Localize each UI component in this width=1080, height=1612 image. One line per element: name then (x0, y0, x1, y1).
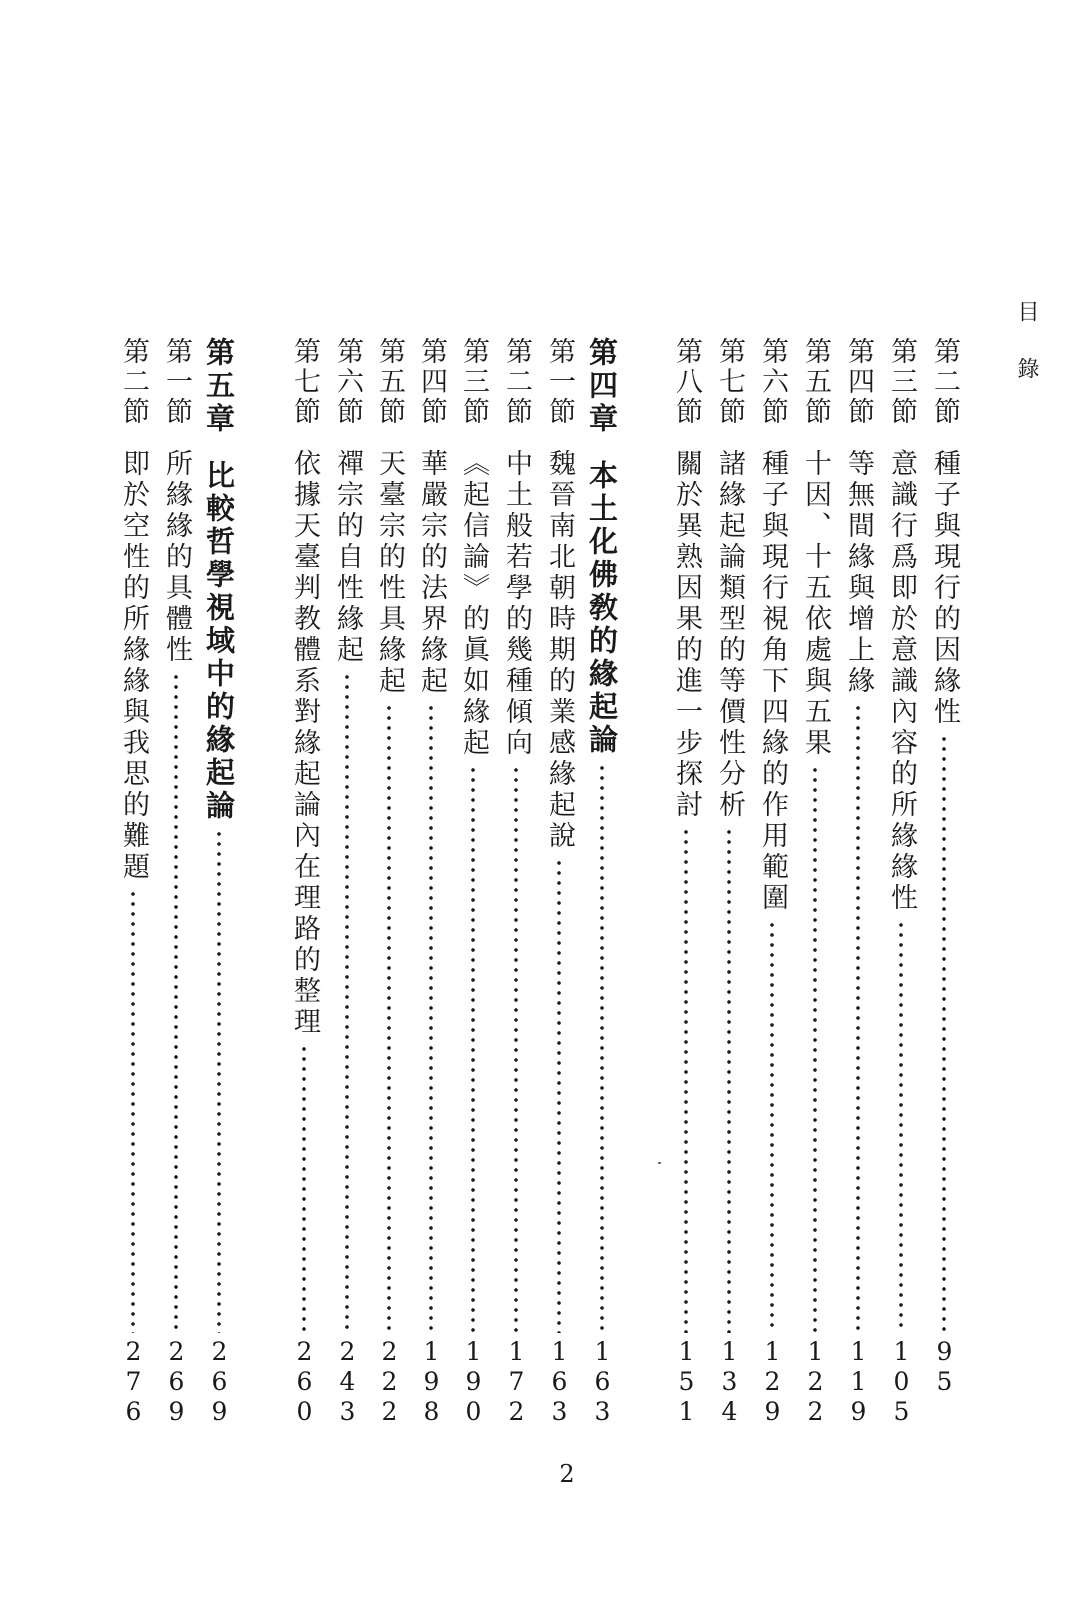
toc-entry[interactable] (330, 337, 364, 1447)
entry-page: 151 (672, 1337, 701, 1427)
toc-entry[interactable] (884, 337, 918, 1447)
dot-leader (345, 672, 349, 1333)
entry-page: 243 (333, 1337, 362, 1427)
entry-section: 第一節 (161, 337, 192, 427)
toc-entry[interactable] (287, 337, 321, 1447)
toc-entry[interactable] (755, 337, 789, 1447)
entry-label (927, 337, 961, 1337)
entry-title: 比較哲學視域中的緣起論 (202, 460, 236, 823)
toc-entry[interactable] (542, 337, 576, 1447)
entry-title: 種子與現行視角下四緣的作用範圍 (757, 449, 788, 914)
dot-leader (514, 765, 518, 1333)
dot-leader (899, 920, 903, 1333)
entry-page: 276 (119, 1337, 148, 1427)
entry-section: 第七節 (714, 337, 745, 427)
entry-section: 第四章 (585, 337, 619, 436)
entry-page: 269 (162, 1337, 191, 1427)
dot-leader (557, 858, 561, 1333)
toc-entry[interactable] (372, 337, 406, 1447)
dot-leader (471, 765, 475, 1333)
running-head: 目 錄 (1014, 300, 1039, 393)
entry-title: 天臺宗的性具緣起 (374, 449, 405, 697)
entry-title: 關於異熟因果的進一步探討 (671, 449, 702, 821)
entry-page: 190 (459, 1337, 488, 1427)
entry-page: 163 (545, 1337, 574, 1427)
dot-leader (429, 703, 433, 1333)
entry-section: 第二節 (118, 337, 149, 427)
entry-section: 第二節 (501, 337, 532, 427)
entry-label (669, 337, 703, 1337)
dot-leader (302, 1044, 306, 1333)
entry-page: 198 (417, 1337, 446, 1427)
entry-label (159, 337, 193, 1337)
entry-page: 122 (801, 1337, 830, 1427)
entry-label (456, 337, 490, 1337)
toc-entry[interactable] (712, 337, 746, 1447)
entry-page: 222 (375, 1337, 404, 1427)
entry-section: 第四節 (843, 337, 874, 427)
entry-title: 即於空性的所緣緣與我思的難題 (118, 449, 149, 883)
table-of-contents (0, 337, 1080, 1457)
scan-speck (658, 1162, 661, 1164)
entry-section: 第六節 (757, 337, 788, 427)
entry-title: 意識行爲即於意識內容的所緣緣性 (886, 449, 917, 914)
toc-entry[interactable] (499, 337, 533, 1447)
entry-page: 105 (887, 1337, 916, 1427)
entry-section: 第三節 (886, 337, 917, 427)
entry-label (116, 337, 150, 1337)
entry-label (884, 337, 918, 1337)
entry-label (841, 337, 875, 1337)
entry-label (542, 337, 576, 1337)
entry-title: 本土化佛敎的緣起論 (585, 460, 619, 757)
entry-label (712, 337, 746, 1337)
dot-leader (131, 889, 135, 1333)
toc-entry[interactable] (798, 337, 832, 1447)
dot-leader (727, 827, 731, 1333)
entry-label (499, 337, 533, 1337)
entry-page: 95 (930, 1337, 959, 1397)
entry-section: 第三節 (458, 337, 489, 427)
toc-entry[interactable] (116, 337, 150, 1447)
toc-chapter-entry[interactable] (202, 337, 236, 1447)
entry-page: 260 (290, 1337, 319, 1427)
entry-section: 第一節 (544, 337, 575, 427)
toc-entry[interactable] (669, 337, 703, 1447)
entry-page: 269 (205, 1337, 234, 1427)
entry-label (585, 337, 619, 1337)
entry-section: 第五節 (374, 337, 405, 427)
entry-page: 172 (502, 1337, 531, 1427)
dot-leader (856, 703, 860, 1333)
toc-entry[interactable] (159, 337, 193, 1447)
entry-section: 第五節 (800, 337, 831, 427)
dot-leader (217, 829, 221, 1333)
dot-leader (600, 763, 604, 1333)
entry-page: 163 (588, 1337, 617, 1427)
entry-section: 第八節 (671, 337, 702, 427)
toc-entry[interactable] (927, 337, 961, 1447)
entry-label (414, 337, 448, 1337)
entry-title: 禪宗的自性緣起 (332, 449, 363, 666)
page-number: 2 (559, 1460, 575, 1488)
entry-page: 119 (844, 1337, 873, 1427)
entry-title: 依據天臺判教體系對緣起論內在理路的整理 (289, 449, 320, 1038)
entry-label (287, 337, 321, 1337)
entry-title: 魏晉南北朝時期的業感緣起說 (544, 449, 575, 852)
entry-section: 第六節 (332, 337, 363, 427)
entry-title: 諸緣起論類型的等價性分析 (714, 449, 745, 821)
entry-title: 《起信論》的眞如緣起 (458, 449, 489, 759)
entry-label (755, 337, 789, 1337)
entry-title: 等無間緣與增上緣 (843, 449, 874, 697)
entry-section: 第五章 (202, 337, 236, 436)
dot-leader (387, 703, 391, 1333)
entry-title: 所緣緣的具體性 (161, 449, 192, 666)
dot-leader (174, 672, 178, 1333)
dot-leader (813, 765, 817, 1333)
dot-leader (770, 920, 774, 1333)
toc-entry[interactable] (414, 337, 448, 1447)
dot-leader (684, 827, 688, 1333)
entry-page: 134 (715, 1337, 744, 1427)
entry-label (798, 337, 832, 1337)
entry-title: 華嚴宗的法界緣起 (416, 449, 447, 697)
entry-title: 種子與現行的因緣性 (929, 449, 960, 728)
toc-entry[interactable] (841, 337, 875, 1447)
entry-title: 十因、十五依處與五果 (800, 449, 831, 759)
toc-entry[interactable] (456, 337, 490, 1447)
entry-label (202, 337, 236, 1337)
entry-label (372, 337, 406, 1337)
entry-label (330, 337, 364, 1337)
entry-section: 第七節 (289, 337, 320, 427)
toc-chapter-entry[interactable] (585, 337, 619, 1447)
dot-leader (942, 734, 946, 1333)
entry-section: 第四節 (416, 337, 447, 427)
entry-section: 第二節 (929, 337, 960, 427)
entry-page: 129 (758, 1337, 787, 1427)
entry-title: 中土般若學的幾種傾向 (501, 449, 532, 759)
